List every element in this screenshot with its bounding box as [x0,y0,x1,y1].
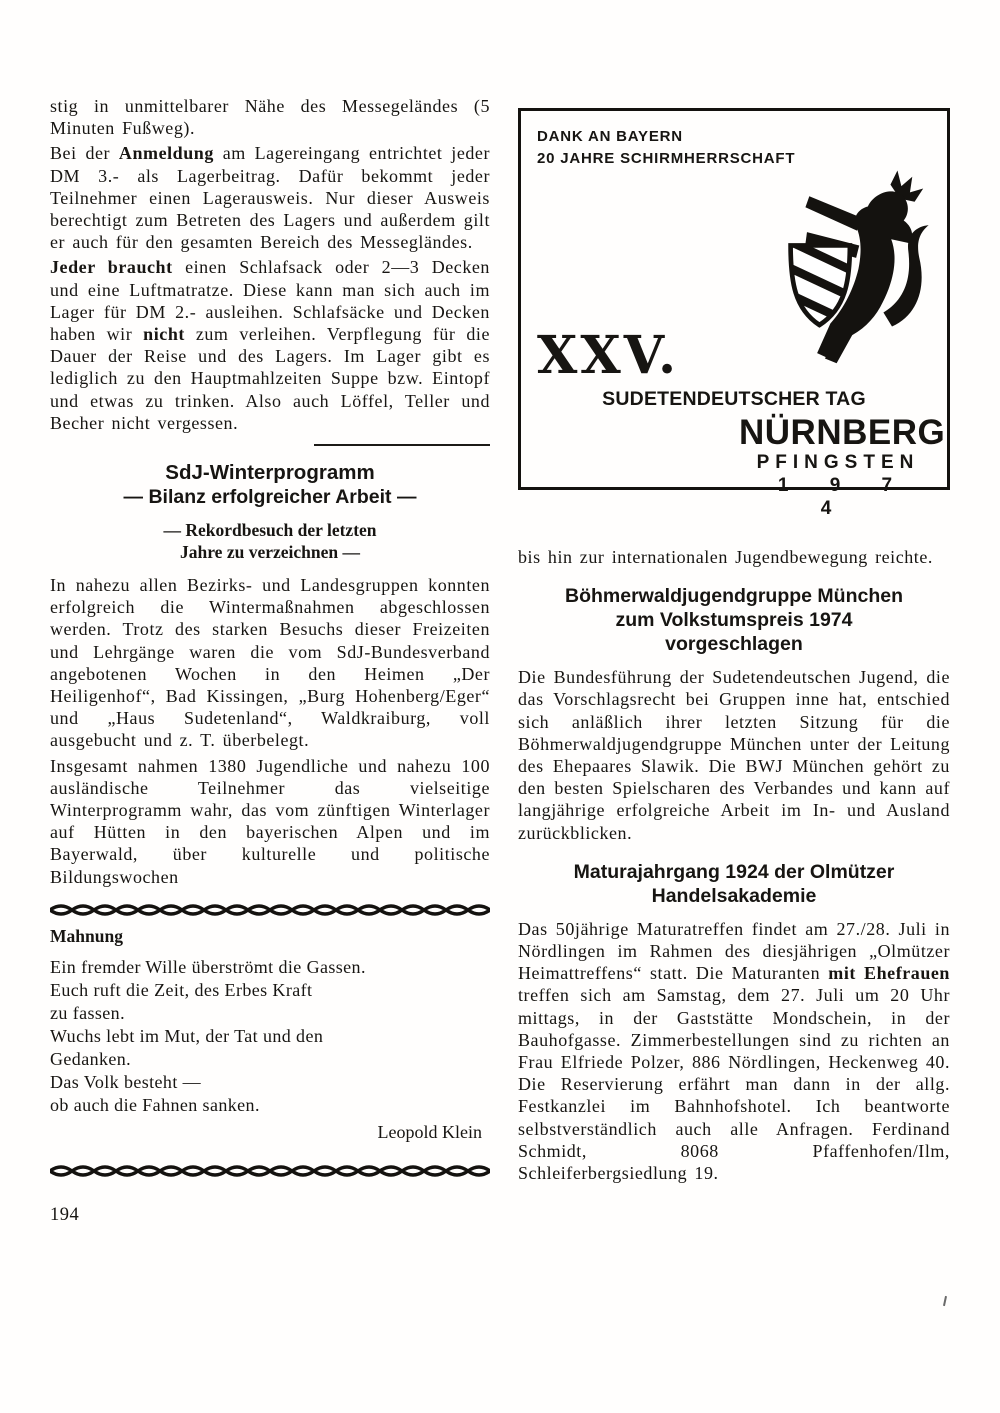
poem-line: Euch ruft die Zeit, des Erbes Kraft [50,979,313,1000]
text-run-bold: nicht [143,324,185,345]
boehmerwald-section-title [518,584,950,656]
ad-emblem-area [537,170,931,386]
text-run: Das 50jährige Maturatreffen findet am 27./28. Juli in Nördlingen im Rahmen des diesjährigen „Olmützer Heimattreffens“ statt. Die Maturanten [518,918,950,984]
text-run-bold: Jeder braucht [50,257,173,278]
ad-city: NÜRNBERG [739,413,946,452]
text-run: Bei der [50,143,119,164]
ad-tag-line: SUDETENDEUTSCHER TAG [602,388,866,410]
poem-title: Mahnung [50,925,123,946]
text-run-bold: Anmeldung [118,143,214,164]
heading-line: vorgeschlagen [665,633,803,656]
poem-author: Leopold Klein [377,1121,482,1142]
ad-header-line: DANK AN BAYERN [537,128,683,145]
sudetendeutscher-tag-ad [518,108,950,519]
text-run: am Lagereingang entrichtet jeder DM 3.- als Lagerbeitrag. Dafür bekommt jeder Teilnehmer einen Lagerausweis. Nur dieser Ausweis berechtigt zum Betreten des Lagers und außerdem gilt er auch für den gesamten Bereich des Messegländes. [50,143,491,253]
text-run: einen Schlafsack oder 2—3 Decken und eine Luftmatratze. Diese kann man sich auch im Lager für DM 2.- ausleihen. Schlafsäcke und Decken haben wir [50,257,490,345]
paragraph-winter-1: In nahezu allen Bezirks- und Landesgruppen konnten erfolgreich die Wintermaßnahmen abgeschlossen werden. Trotz des starken Besuchs dieser Freizeiten und Lehrgänge waren die vom SdJ-Bundesverband angebotenen Wochen in den Heimen „Der Heiligenhof“, Bad Kissingen, „Burg Hohenberg/Eger“ und „Haus Sudetenland“, Waldkraiburg, voll ausgebucht und z. T. überbelegt. [50,575,490,751]
text-run: zum verleihen. Verpflegung für die Dauer der Reise und des Lagers. Im Lager gibt es lediglich zu den Hauptmahlzeiten Suppe bzw. Eintopf und etwas zu trinken. Also auch Löffel, Teller und Becher nicht vergessen. [50,324,490,433]
winter-section-subtitle: — Bilanz erfolgreicher Arbeit — [123,486,417,509]
poem [50,956,490,1117]
left-column [50,95,490,1226]
wavy-rope-divider [50,902,490,918]
ad-event: PFINGSTEN [756,452,920,473]
paragraph-matura [518,918,950,1184]
right-column [518,108,950,1187]
poem-line: Wuchs lebt im Mut, der Tat und den [50,1025,324,1046]
page-number: 194 [50,1204,80,1225]
ad-header-line: 20 JAHRE SCHIRMHERRSCHAFT [537,150,796,167]
paragraph-winter-2: Insgesamt nahmen 1380 Jugendliche und nahezu 100 ausländische Teilnehmer das vielseitige Winterprogramm wahr, das vom zünftigen Winterlager auf Hütten in den bayerischen Alpen und im Bayerwald, über kulturelle und politische Bildungswochen [50,755,490,887]
paragraph-schlafsack [50,256,490,434]
ad-city-block [739,413,946,520]
subheading-line: Jahre zu verzeichnen — [180,542,360,563]
poem-line: Das Volk besteht — [50,1071,202,1092]
heading-line: Maturajahrgang 1924 der Olmützer [573,860,895,883]
matura-section-title [518,860,950,908]
heading-line: Handelsakademie [651,884,817,907]
text-run: treffen sich am Samstag, dem 27. Juli um 20 Uhr mittags, in der Gaststätte Mondschein, in der Bauhofgasse. Zimmerbestellungen sind zu richten an Frau Elfriede Polzer, 886 Nördlingen, Heckenweg 40. Die Reservierung erfährt man dann in der allg. Festkanzlei im Bahnhofshotel. Ich beantworte selbstverständlich auch alle Anfragen. Ferdinand Schmidt, 8068 Pfaffenhofen/Ilm, Schleiferbergsiedlung 19. [518,985,950,1184]
paragraph-messegelaende: stig in unmittelbarer Nähe des Messegeländes (5 Minuten Fußweg). [50,96,490,139]
poem-line: Ein fremder Wille überströmt die Gassen. [50,956,366,977]
heading-line: zum Volkstumspreis 1974 [615,609,853,632]
heading-line: Böhmerwaldjugendgruppe München [564,585,903,608]
wavy-rope-divider [50,1163,490,1179]
subheading-line: — Rekordbesuch der letzten [163,520,377,541]
paragraph-boehmerwald: Die Bundesführung der Sudetendeutschen Jugend, die das Vorschlagsrecht bei Gruppen inne hat, entschied sich anläßlich ihrer letzten Sitzung für die Böhmerwaldjugendgruppe München unter der Leitung des Ehepaares Slawik. Die BWJ München gehört zu den besten Spielscharen des Verbandes und kann auf langjährige erfolgreiche Arbeit im In- und Ausland zurückblicken. [518,667,950,843]
paragraph-continuation: bis hin zur internationalen Jugendbewegung reichte. [518,547,933,567]
poem-line: ob auch die Fahnen sanken. [50,1094,260,1115]
poem-line: zu fassen. [50,1002,125,1023]
roman-numeral-xxv: XXV. [537,325,680,386]
poem-line: Gedanken. [50,1048,132,1069]
paragraph-anmeldung [50,142,490,253]
bavarian-lion-icon [775,164,931,374]
print-mark [943,1296,947,1306]
winter-section-title: SdJ-Winterprogramm [165,461,375,485]
winter-section-subheading [50,519,490,563]
text-run-bold: mit Ehefrauen [828,963,950,984]
section-divider [314,444,490,446]
ad-year: 1 9 7 4 [777,475,911,519]
